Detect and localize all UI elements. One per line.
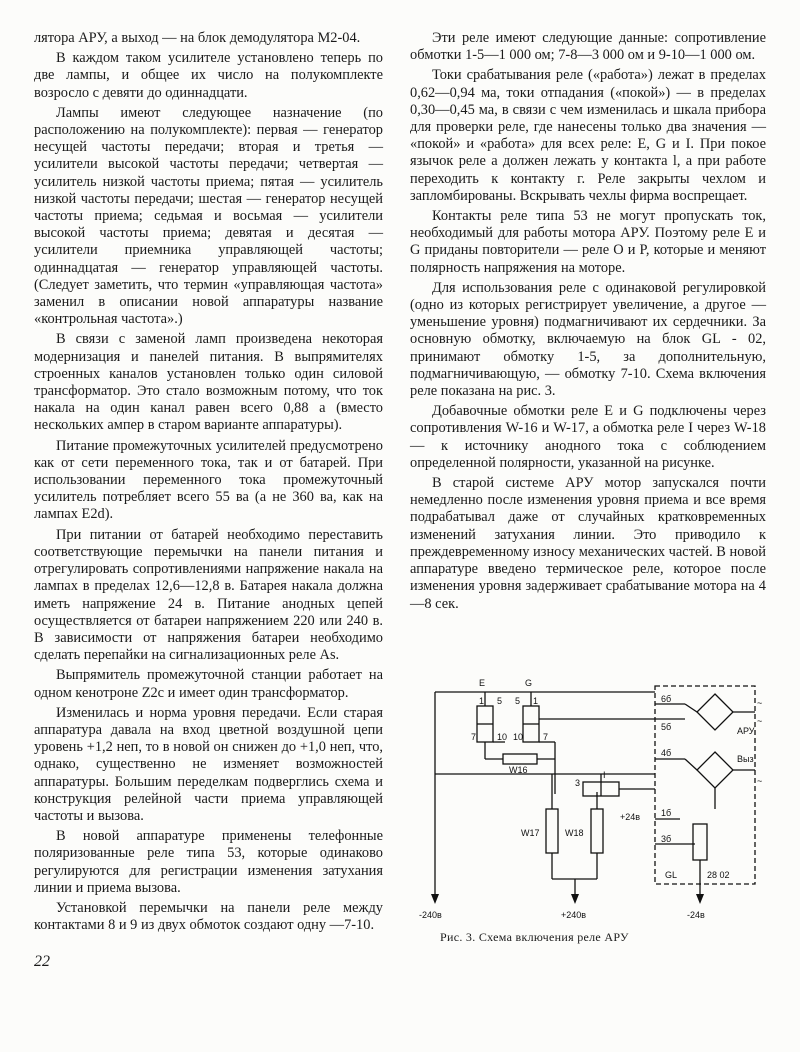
arrow-plus-240: [571, 894, 579, 904]
label-w18: W18: [565, 828, 584, 838]
paragraph: Установкой перемычки на панели реле между контактами 8 и 9 из двух обмоток создают одну —7-10.: [34, 899, 383, 934]
figure-caption: Рис. 3. Схема включения реле АРУ: [440, 930, 629, 944]
label-1b: 1б: [661, 808, 672, 818]
label-pin7g: 7: [543, 732, 549, 742]
paragraph: Для использования реле с одинаковой регулировкой (одно из которых регистрирует увеличение, а другое — уменьшение уровня) подмагничивают их сердечники. За основную обмотку, включаемую на блок GL - 02, принимают обмотку 1-5, за дополнительную, подмагничивающую, — обмотку 7-10. Схема включения реле показана на рис. 3.: [410, 279, 766, 400]
label-minus240: -240в: [419, 910, 442, 920]
arrow-minus-240: [431, 894, 439, 904]
label-plus24: +24в: [620, 812, 641, 822]
paragraph: Выпрямитель промежуточной станции работает на одном кенотроне Z2c и имеет один трансформатор.: [34, 667, 383, 701]
paragraph: Контакты реле типа 53 не могут пропускать ток, необходимый для работы мотора АРУ. Поэтому реле E и G приданы повторители — реле O и P, которые и меняют полярность напряжения на моторе.: [410, 208, 766, 276]
label-block: 28 02: [707, 870, 730, 880]
arrow-minus-24: [696, 894, 704, 904]
rectifier-bridge-2: [697, 752, 733, 788]
resistor-w16: [503, 754, 537, 764]
label-pin1: 1: [479, 696, 485, 706]
label-4b: 4б: [661, 748, 672, 758]
label-minus24: -24в: [687, 910, 705, 920]
label-pin5g: 5: [515, 696, 521, 706]
left-text-column: [34, 30, 383, 937]
label-pin10: 10: [497, 732, 508, 742]
label-tilde-3: ~: [757, 776, 763, 786]
paragraph: лятора АРУ, а выход — на блок демодулятора М2-04.: [34, 30, 361, 46]
label-w16: W16: [509, 765, 528, 775]
paragraph: Питание промежуточных усилителей предусмотрено как от сети переменного тока, так и от батарей. При использовании переменного тока промежуточный усилитель потребляет всего 55 ва (а не 360 ва, как на лампах E2d).: [34, 437, 383, 523]
paragraph: Добавочные обмотки реле E и G подключены через сопротивления W-16 и W-17, а обмотка реле I через W-18 — к источнику анодного тока с соблюдением определенной полярности, указанной на рисунке.: [410, 403, 766, 471]
label-pin5: 5: [497, 696, 503, 706]
label-tilde-1: ~: [757, 698, 763, 708]
paragraph: В старой системе АРУ мотор запускался почти немедленно после изменения уровня приема и все время подрабатывал даже от случайных кратковременных изменений затухания линии. Это приводило к преждевременному износу механических частей. В новой аппаратуре введено термическое реле, которое после изменения уровня задерживает срабатывание мотора на 4—8 сек.: [410, 475, 766, 612]
paragraph: Эти реле имеют следующие данные: сопротивление обмотки 1-5—1 000 ом; 7-8—3 000 ом и 9-10—1 000 ом.: [410, 30, 766, 64]
label-pin10g: 10: [513, 732, 524, 742]
label-i: I: [603, 770, 606, 780]
paragraph: Токи срабатывания реле («работа») лежат в пределах 0,62—0,94 ма, токи отпадания («покой») — в пределах 0,30—0,45 ма, в связи с чем изменилась и шкала прибора для проверки реле, где нанесены только два значения — «покой» и «работа» для всех реле: E, G и I. При покое язычок реле a должен лежать у контакта l, а при работе переходить к контакту г. Реле закрыты чехлом и запломбированы. Вскрывать чехлы фирма воспрещает.: [410, 67, 766, 204]
label-3b: 3б: [661, 834, 672, 844]
right-text-column: [410, 30, 766, 616]
resistor-w17: [546, 809, 558, 853]
paragraph: В новой аппаратуре применены телефонные поляризованные реле типа 53, которые одинаково регулируются для регистрации изменения затухания линии и приема вызова.: [34, 828, 383, 896]
rectifier-bridge-1: [697, 694, 733, 730]
label-pin1g: 1: [533, 696, 539, 706]
label-gl: GL: [665, 870, 678, 880]
resistor-w18: [591, 809, 603, 853]
paragraph: Изменилась и норма уровня передачи. Если старая аппаратура давала на вход цветной воздушной цепи уровень +1,2 неп, то в новой он снижен до +1,0 неп, что, однако, существенно не изменяет возможностей аппаратуры. Большим переделкам подверглись схема и конструкция релейной части приема управляющей частоты и вызова.: [34, 704, 383, 824]
label-aru: АРУ: [737, 726, 755, 736]
paragraph: Лампы имеют следующее назначение (по расположению на полукомплекте): первая — генератор несущей частоты передачи; вторая и третья — усилители высокой частоты передачи; четвертая — усилитель низкой частоты приема; пятая — усилитель низкой частоты передачи; шестая — генератор несущей частоты приема; седьмая и восьмая — усилители высокой частоты приема; девятая и десятая — усилители приемника управляющей частоты; одиннадцатая — генератор управляющей частоты. (Следует заметить, что термин «управляющая частота» заменил в описании новой аппаратуры название «контрольная частота».): [34, 104, 383, 328]
page-number: 22: [34, 953, 50, 970]
label-tilde-2: ~: [757, 716, 763, 726]
label-plus240: +240в: [561, 910, 587, 920]
label-e: E: [479, 678, 486, 688]
gl-resistor: [693, 824, 707, 860]
gl-block-outline: [655, 686, 755, 884]
label-5b: 5б: [661, 722, 672, 732]
label-vyz: Выз: [737, 754, 754, 764]
label-g: G: [525, 678, 533, 688]
relay-circuit-diagram: [415, 674, 770, 924]
label-pin3: 3: [575, 778, 581, 788]
label-pin7: 7: [471, 732, 477, 742]
paragraph: При питании от батарей необходимо переставить соответствующие перемычки на панели питания и отрегулировать сопротивлениями напряжение накала на лампах в пределах 12,6—12,8 в. Батарея накала должна иметь напряжение 24 в. Питание анодных цепей осуществляется от батареи напряжением 220 или 240 в. В зависимости от напряжения батареи необходимо сделать перепайки на сигнализационных реле As.: [34, 526, 383, 664]
label-w17: W17: [521, 828, 540, 838]
paragraph: В связи с заменой ламп произведена некоторая модернизация и панелей питания. В выпрямителях строенных каналов установлен только один силовой трансформатор. Это стало возможным потому, что ток накала на один канал равен всего 0,88 а (вместо нескольких ампер в старом варианте аппаратуры).: [34, 331, 383, 434]
label-6b: 6б: [661, 694, 672, 704]
paragraph: В каждом таком усилителе установлено теперь по две лампы, и общее их число на полукомплекте возросло с девяти до одиннадцати.: [34, 50, 383, 101]
circuit-schematic: [415, 674, 770, 924]
